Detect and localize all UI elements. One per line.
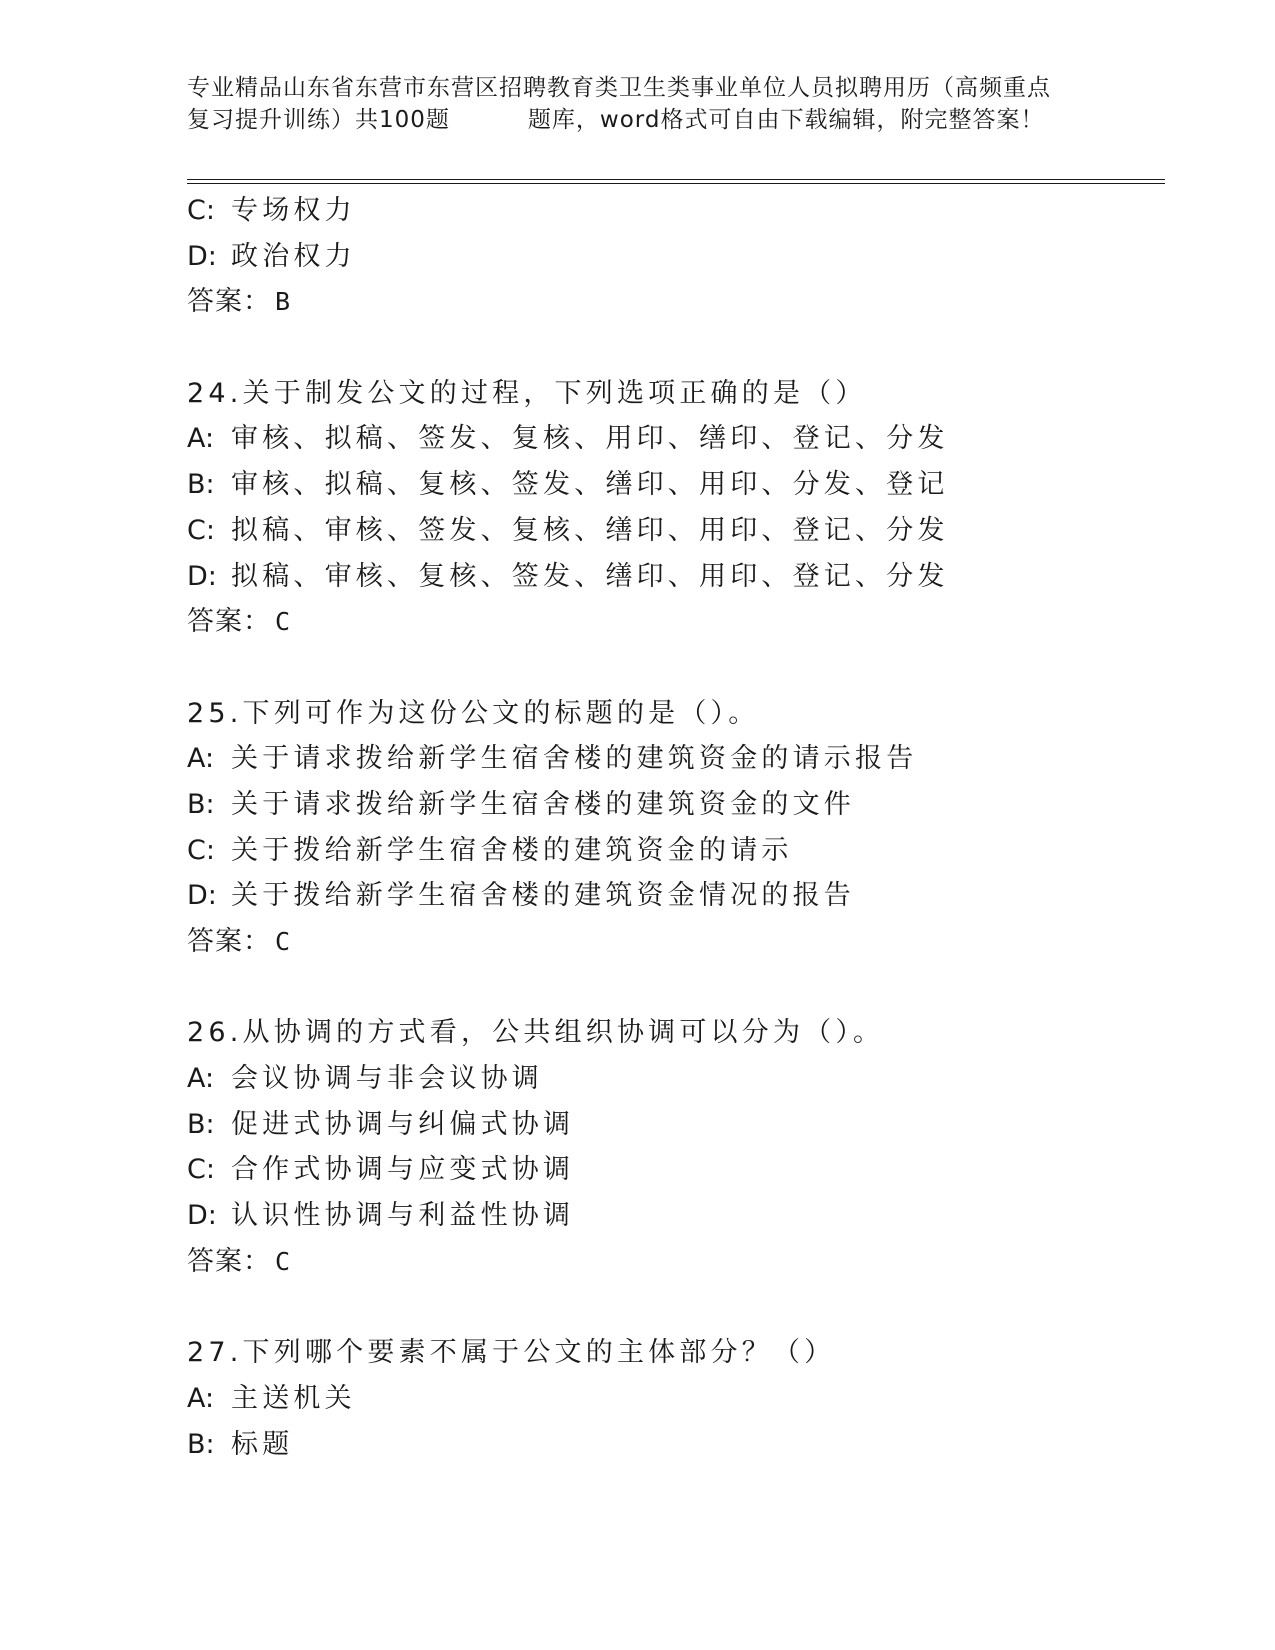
option-text: 拟稿、审核、签发、复核、缮印、用印、登记、分发 bbox=[231, 514, 949, 546]
answer-label: 答案： bbox=[187, 606, 271, 638]
option-b bbox=[187, 782, 1147, 828]
option-a bbox=[187, 416, 1147, 462]
answer-value: C bbox=[275, 1246, 292, 1276]
option-label: A: bbox=[187, 1063, 215, 1095]
option-text: 标题 bbox=[231, 1428, 294, 1460]
option-c bbox=[187, 188, 1147, 234]
option-label: D: bbox=[187, 240, 217, 272]
answer-line bbox=[187, 919, 1147, 965]
option-label: D: bbox=[187, 560, 217, 592]
option-d bbox=[187, 873, 1147, 919]
option-text: 专场权力 bbox=[231, 195, 356, 226]
question-block-27 bbox=[187, 1330, 1147, 1467]
option-text: 政治权力 bbox=[231, 240, 356, 272]
question-list bbox=[187, 188, 1147, 1467]
answer-value: C bbox=[275, 607, 292, 637]
option-text: 关于拨给新学生宿舍楼的建筑资金情况的报告 bbox=[231, 880, 855, 912]
option-text: 关于请求拨给新学生宿舍楼的建筑资金的请示报告 bbox=[231, 743, 918, 775]
option-label: A: bbox=[187, 423, 215, 455]
option-label: D: bbox=[187, 880, 217, 912]
answer-label: 答案： bbox=[187, 1245, 271, 1277]
option-text: 审核、拟稿、复核、签发、缮印、用印、分发、登记 bbox=[231, 469, 949, 501]
option-label: C: bbox=[187, 195, 215, 226]
option-d bbox=[187, 554, 1147, 600]
option-d bbox=[187, 1193, 1147, 1239]
option-label: C: bbox=[187, 834, 215, 866]
option-text: 促进式协调与纠偏式协调 bbox=[231, 1108, 575, 1140]
option-b bbox=[187, 462, 1147, 508]
header-rule-top bbox=[187, 179, 1165, 180]
header-line-2-part-a: 复习提升训练）共100题 bbox=[187, 107, 450, 133]
question-block-25 bbox=[187, 691, 1147, 965]
option-c bbox=[187, 508, 1147, 554]
question-title: 24.关于制发公文的过程，下列选项正确的是（） bbox=[187, 377, 867, 409]
question-block-24 bbox=[187, 371, 1147, 645]
option-text: 关于请求拨给新学生宿舍楼的建筑资金的文件 bbox=[231, 788, 855, 820]
option-text: 审核、拟稿、签发、复核、用印、缮印、登记、分发 bbox=[231, 423, 949, 455]
option-text: 会议协调与非会议协调 bbox=[231, 1063, 543, 1095]
header-rule-bottom bbox=[187, 183, 1165, 184]
question-title: 25.下列可作为这份公文的标题的是（）。 bbox=[187, 697, 760, 729]
option-a bbox=[187, 736, 1147, 782]
option-label: A: bbox=[187, 743, 215, 775]
option-label: C: bbox=[187, 1154, 215, 1186]
option-label: C: bbox=[187, 514, 215, 546]
option-label: D: bbox=[187, 1200, 217, 1232]
header-line-1: 专业精品山东省东营市东营区招聘教育类卫生类事业单位人员拟聘用历（高频重点 bbox=[187, 75, 1051, 101]
option-label: B: bbox=[187, 469, 215, 501]
answer-line bbox=[187, 1239, 1147, 1285]
option-text: 合作式协调与应变式协调 bbox=[231, 1154, 575, 1186]
option-label: B: bbox=[187, 788, 215, 820]
question-title: 26.从协调的方式看，公共组织协调可以分为（）。 bbox=[187, 1017, 885, 1049]
page-header bbox=[187, 72, 1107, 136]
option-label: B: bbox=[187, 1108, 215, 1140]
option-c bbox=[187, 1147, 1147, 1193]
answer-value: C bbox=[275, 927, 292, 956]
header-line-2-part-b: 题库，word格式可自由下载编辑，附完整答案！ bbox=[527, 107, 1045, 133]
question-title: 27.下列哪个要素不属于公文的主体部分？（） bbox=[187, 1337, 836, 1369]
option-a bbox=[187, 1376, 1147, 1422]
question-block-26 bbox=[187, 1010, 1147, 1284]
option-text: 拟稿、审核、复核、签发、缮印、用印、登记、分发 bbox=[231, 560, 949, 592]
question-block-23 bbox=[187, 188, 1147, 325]
answer-label: 答案： bbox=[187, 286, 271, 318]
option-text: 认识性协调与利益性协调 bbox=[231, 1200, 575, 1232]
option-label: B: bbox=[187, 1428, 215, 1460]
option-label: A: bbox=[187, 1382, 215, 1414]
option-a bbox=[187, 1056, 1147, 1102]
option-c bbox=[187, 828, 1147, 874]
option-b bbox=[187, 1422, 1147, 1468]
answer-value: B bbox=[275, 287, 292, 317]
header-line-2 bbox=[187, 104, 1107, 136]
option-text: 主送机关 bbox=[231, 1382, 356, 1414]
answer-line bbox=[187, 279, 1147, 325]
answer-label: 答案： bbox=[187, 926, 271, 957]
option-text: 关于拨给新学生宿舍楼的建筑资金的请示 bbox=[231, 834, 793, 866]
answer-line bbox=[187, 599, 1147, 645]
option-b bbox=[187, 1102, 1147, 1148]
option-d bbox=[187, 234, 1147, 280]
